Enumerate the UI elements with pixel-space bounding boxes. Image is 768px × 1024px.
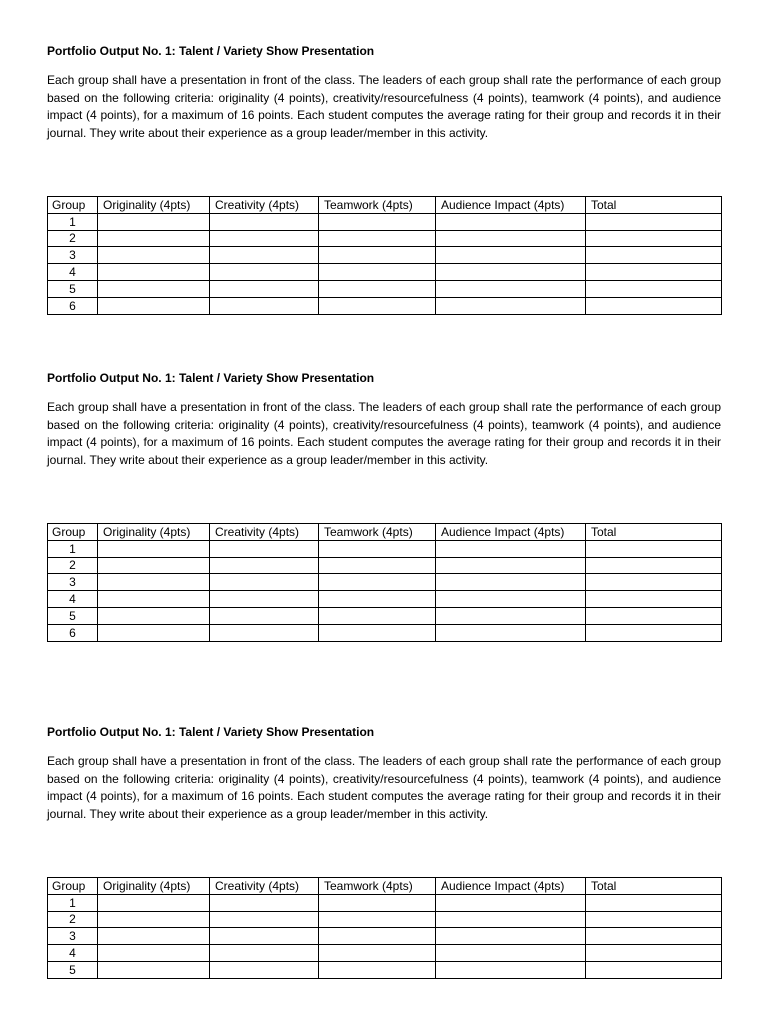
score-cell[interactable]	[210, 264, 319, 281]
column-header: Creativity (4pts)	[210, 197, 319, 214]
score-cell[interactable]	[319, 247, 436, 264]
table-row	[48, 230, 722, 247]
score-cell[interactable]	[98, 213, 210, 230]
group-number: 5	[48, 280, 98, 297]
score-cell[interactable]	[98, 230, 210, 247]
score-cell[interactable]	[586, 607, 722, 624]
group-number: 3	[48, 574, 98, 591]
score-cell[interactable]	[210, 297, 319, 314]
section-title: Portfolio Output No. 1: Talent / Variety Show Presentation	[47, 44, 375, 58]
score-cell[interactable]	[319, 230, 436, 247]
table-row	[48, 928, 722, 945]
column-header: Total	[586, 878, 722, 895]
table-header-row	[48, 878, 722, 895]
score-cell[interactable]	[319, 607, 436, 624]
score-cell[interactable]	[586, 264, 722, 281]
score-cell[interactable]	[210, 624, 319, 641]
score-cell[interactable]	[436, 928, 586, 945]
score-cell[interactable]	[319, 213, 436, 230]
table-row	[48, 591, 722, 608]
table-row	[48, 624, 722, 641]
score-cell[interactable]	[436, 557, 586, 574]
score-cell[interactable]	[436, 945, 586, 962]
section-title: Portfolio Output No. 1: Talent / Variety Show Presentation	[47, 725, 375, 739]
score-cell[interactable]	[98, 297, 210, 314]
score-cell[interactable]	[436, 264, 586, 281]
score-cell[interactable]	[436, 230, 586, 247]
score-cell[interactable]	[319, 591, 436, 608]
score-cell[interactable]	[210, 961, 319, 978]
score-cell[interactable]	[436, 280, 586, 297]
score-cell[interactable]	[436, 540, 586, 557]
score-cell[interactable]	[586, 928, 722, 945]
score-cell[interactable]	[436, 213, 586, 230]
group-number: 1	[48, 213, 98, 230]
score-cell[interactable]	[436, 297, 586, 314]
column-header: Audience Impact (4pts)	[436, 878, 586, 895]
score-cell[interactable]	[319, 297, 436, 314]
table-row	[48, 247, 722, 264]
score-cell[interactable]	[98, 894, 210, 911]
column-header: Creativity (4pts)	[210, 878, 319, 895]
score-cell[interactable]	[210, 911, 319, 928]
table-header-row	[48, 524, 722, 541]
score-cell[interactable]	[98, 624, 210, 641]
score-cell[interactable]	[210, 607, 319, 624]
score-cell[interactable]	[98, 607, 210, 624]
section-title: Portfolio Output No. 1: Talent / Variety Show Presentation	[47, 371, 375, 385]
score-cell[interactable]	[98, 911, 210, 928]
column-header: Originality (4pts)	[98, 878, 210, 895]
section-paragraph: Each group shall have a presentation in front of the class. The leaders of each group shall rate the performance of each group based on the following criteria: originality (4 points), creativity/resourcefulness (4 points), teamwork (4 points), and audience impact (4 points), for a maximum of 16 points. Each student computes the average rating for their group and records it in their journal. They write about their experience as a group leader/member in this activity.	[47, 400, 721, 467]
score-cell[interactable]	[436, 247, 586, 264]
group-number: 2	[48, 911, 98, 928]
score-cell[interactable]	[210, 894, 319, 911]
column-header: Audience Impact (4pts)	[436, 524, 586, 541]
table-header-row	[48, 197, 722, 214]
section-2	[47, 371, 721, 640]
score-cell[interactable]	[436, 624, 586, 641]
column-header: Group	[48, 197, 98, 214]
table-row	[48, 213, 722, 230]
score-cell[interactable]	[210, 230, 319, 247]
score-cell[interactable]	[210, 557, 319, 574]
score-cell[interactable]	[319, 928, 436, 945]
score-cell[interactable]	[210, 945, 319, 962]
score-table	[47, 523, 722, 642]
score-cell[interactable]	[98, 557, 210, 574]
score-cell[interactable]	[586, 591, 722, 608]
score-cell[interactable]	[436, 961, 586, 978]
score-cell[interactable]	[586, 297, 722, 314]
table-row	[48, 557, 722, 574]
score-cell[interactable]	[319, 961, 436, 978]
score-cell[interactable]	[210, 213, 319, 230]
column-header: Total	[586, 197, 722, 214]
table-row	[48, 297, 722, 314]
score-cell[interactable]	[98, 280, 210, 297]
score-cell[interactable]	[98, 591, 210, 608]
score-cell[interactable]	[319, 557, 436, 574]
score-table	[47, 196, 722, 315]
column-header: Teamwork (4pts)	[319, 878, 436, 895]
score-cell[interactable]	[98, 945, 210, 962]
score-cell[interactable]	[98, 540, 210, 557]
group-number: 6	[48, 297, 98, 314]
score-cell[interactable]	[98, 247, 210, 264]
score-cell[interactable]	[586, 911, 722, 928]
column-header: Originality (4pts)	[98, 197, 210, 214]
column-header: Creativity (4pts)	[210, 524, 319, 541]
group-number: 4	[48, 591, 98, 608]
score-cell[interactable]	[436, 894, 586, 911]
column-header: Teamwork (4pts)	[319, 197, 436, 214]
score-cell[interactable]	[319, 911, 436, 928]
section-paragraph: Each group shall have a presentation in front of the class. The leaders of each group shall rate the performance of each group based on the following criteria: originality (4 points), creativity/resourcefulness (4 points), teamwork (4 points), and audience impact (4 points), for a maximum of 16 points. Each student computes the average rating for their group and records it in their journal. They write about their experience as a group leader/member in this activity.	[47, 754, 721, 821]
group-number: 3	[48, 247, 98, 264]
score-cell[interactable]	[586, 945, 722, 962]
score-cell[interactable]	[319, 945, 436, 962]
group-number: 1	[48, 894, 98, 911]
table-row	[48, 607, 722, 624]
score-cell[interactable]	[586, 247, 722, 264]
group-number: 5	[48, 961, 98, 978]
group-number: 4	[48, 945, 98, 962]
score-cell[interactable]	[586, 540, 722, 557]
score-cell[interactable]	[586, 557, 722, 574]
score-cell[interactable]	[436, 574, 586, 591]
score-cell[interactable]	[98, 961, 210, 978]
score-cell[interactable]	[319, 264, 436, 281]
column-header: Group	[48, 524, 98, 541]
group-number: 3	[48, 928, 98, 945]
score-cell[interactable]	[436, 911, 586, 928]
column-header: Total	[586, 524, 722, 541]
table-row	[48, 540, 722, 557]
table-row	[48, 280, 722, 297]
score-cell[interactable]	[586, 230, 722, 247]
group-number: 2	[48, 230, 98, 247]
score-cell[interactable]	[98, 928, 210, 945]
score-cell[interactable]	[586, 574, 722, 591]
score-cell[interactable]	[586, 961, 722, 978]
group-number: 5	[48, 607, 98, 624]
score-cell[interactable]	[210, 591, 319, 608]
table-row	[48, 264, 722, 281]
score-cell[interactable]	[319, 894, 436, 911]
section-3	[47, 725, 721, 977]
score-table	[47, 877, 722, 979]
table-row	[48, 911, 722, 928]
score-cell[interactable]	[436, 591, 586, 608]
score-cell[interactable]	[210, 540, 319, 557]
group-number: 4	[48, 264, 98, 281]
score-cell[interactable]	[586, 894, 722, 911]
score-cell[interactable]	[210, 280, 319, 297]
table-row	[48, 574, 722, 591]
column-header: Audience Impact (4pts)	[436, 197, 586, 214]
score-cell[interactable]	[319, 540, 436, 557]
column-header: Originality (4pts)	[98, 524, 210, 541]
score-cell[interactable]	[319, 624, 436, 641]
table-row	[48, 945, 722, 962]
column-header: Group	[48, 878, 98, 895]
score-cell[interactable]	[98, 264, 210, 281]
score-cell[interactable]	[586, 280, 722, 297]
score-cell[interactable]	[436, 607, 586, 624]
score-cell[interactable]	[98, 574, 210, 591]
section-paragraph: Each group shall have a presentation in front of the class. The leaders of each group shall rate the performance of each group based on the following criteria: originality (4 points), creativity/resourcefulness (4 points), teamwork (4 points), and audience impact (4 points), for a maximum of 16 points. Each student computes the average rating for their group and records it in their journal. They write about their experience as a group leader/member in this activity.	[47, 73, 721, 140]
column-header: Teamwork (4pts)	[319, 524, 436, 541]
group-number: 1	[48, 540, 98, 557]
group-number: 6	[48, 624, 98, 641]
score-cell[interactable]	[586, 213, 722, 230]
score-cell[interactable]	[319, 280, 436, 297]
score-cell[interactable]	[319, 574, 436, 591]
group-number: 2	[48, 557, 98, 574]
score-cell[interactable]	[210, 574, 319, 591]
table-row	[48, 894, 722, 911]
score-cell[interactable]	[210, 247, 319, 264]
score-cell[interactable]	[210, 928, 319, 945]
table-row	[48, 961, 722, 978]
section-1	[47, 44, 721, 313]
score-cell[interactable]	[586, 624, 722, 641]
